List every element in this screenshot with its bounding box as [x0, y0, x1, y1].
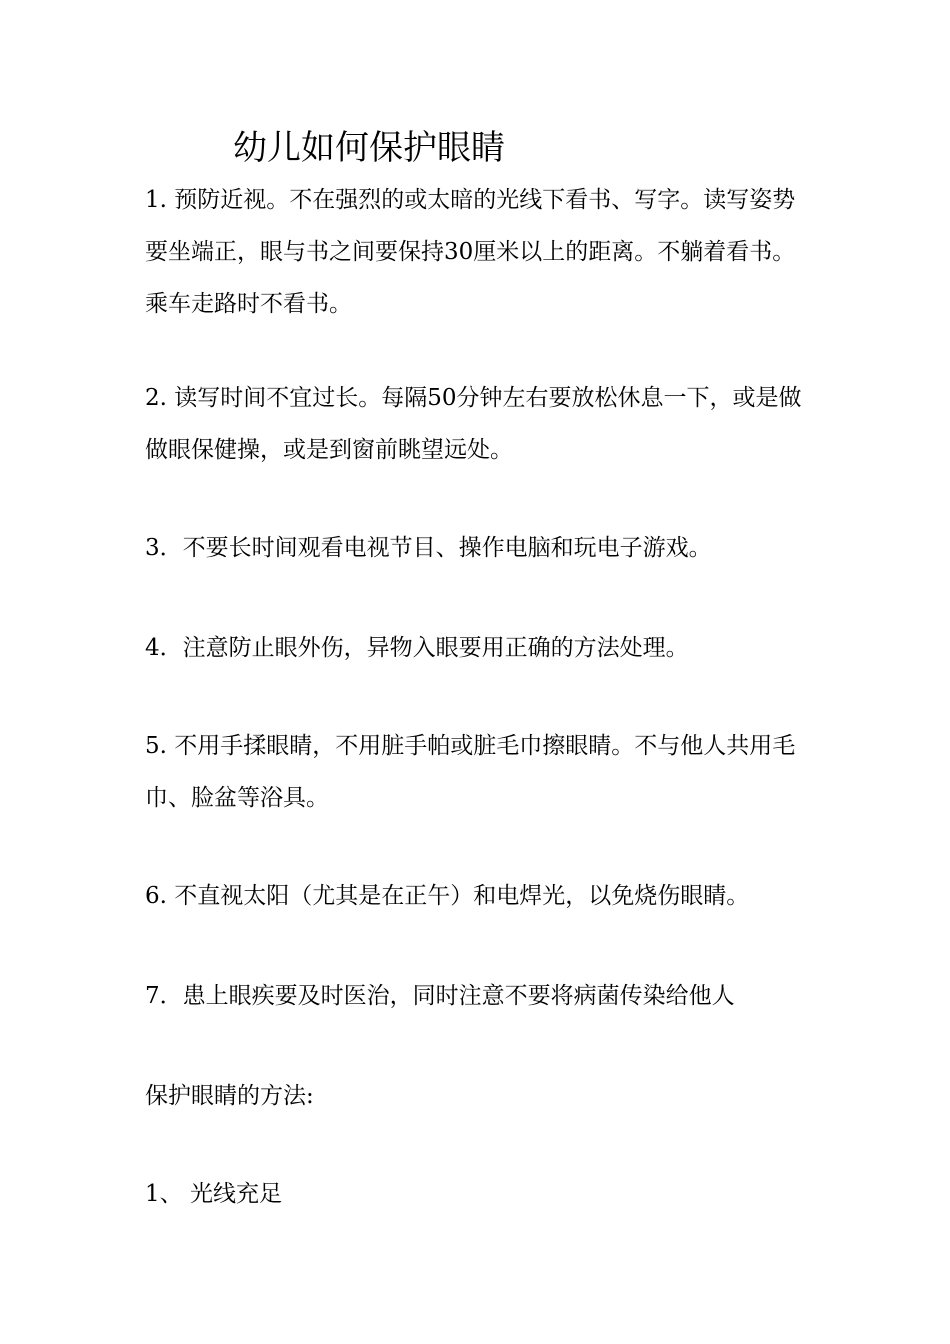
paragraph-7: 7．患上眼疾要及时医治，同时注意不要将病菌传染给他人: [145, 983, 735, 1009]
paragraph-5: 5. 不用手揉眼睛，不用脏手帕或脏毛巾擦眼睛。不与他人共用毛巾、脸盆等浴具。: [145, 733, 796, 811]
paragraph-3: 3．不要长时间观看电视节目、操作电脑和玩电子游戏。: [145, 535, 712, 561]
list-item: 1、 光线充足: [145, 1181, 282, 1207]
section-subheading: 保护眼睛的方法:: [145, 1083, 314, 1109]
paragraph-2: 2. 读写时间不宜过长。每隔50分钟左右要放松休息一下，或是做做眼保健操，或是到窗前眺望远处。: [145, 385, 802, 463]
paragraph-6: 6. 不直视太阳（尤其是在正午）和电焊光，以免烧伤眼睛。: [145, 883, 750, 909]
document-title: 幼儿如何保护眼睛: [233, 128, 505, 168]
paragraph-1: 1. 预防近视。不在强烈的或太暗的光线下看书、写字。读写姿势要坐端正，眼与书之间要保持30厘米以上的距离。不躺着看书。乘车走路时不看书。: [145, 187, 796, 317]
paragraph-4: 4．注意防止眼外伤，异物入眼要用正确的方法处理。: [145, 635, 689, 661]
